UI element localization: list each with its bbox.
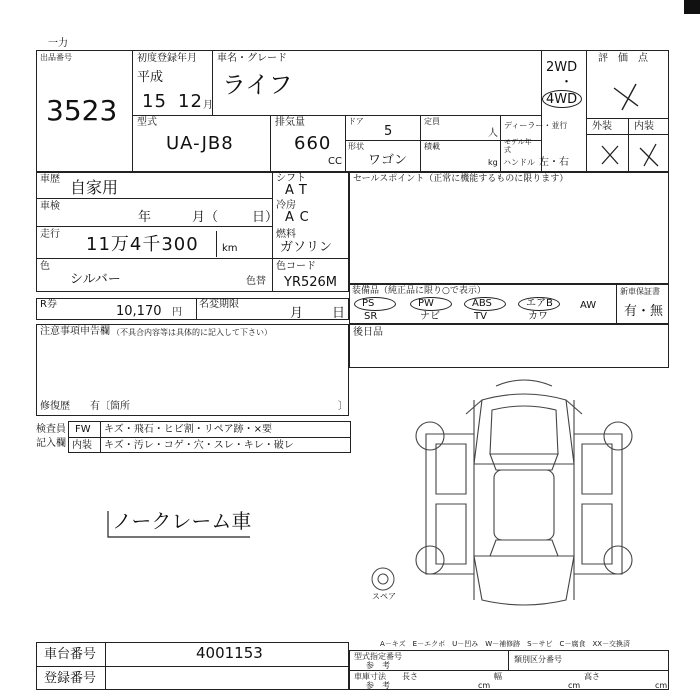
spare-label: スペア: [372, 592, 396, 601]
height-label: 高さ: [584, 672, 600, 681]
equipment-item-top: エアB: [526, 298, 553, 309]
inspection-year: 年: [138, 210, 152, 225]
no-claim-stamp: [104, 505, 254, 539]
reg-expiry-day: 日: [332, 306, 346, 321]
first-reg-era: 平成: [137, 70, 164, 85]
recycle-label: R券: [40, 299, 57, 310]
recycle-value: 10,170: [116, 304, 162, 319]
mileage-unit: km: [222, 243, 238, 254]
corner-mark: [684, 0, 700, 14]
fuel-value: ガソリン: [280, 240, 333, 255]
score-exterior-label: 外装: [592, 121, 612, 132]
equipment-label: 装備品（純正品に限り○で表示）: [352, 286, 486, 296]
inspection-day: 日）: [252, 210, 279, 225]
drive-4wd: 4WD: [546, 92, 578, 107]
dealer-handle-value: 左・右: [539, 157, 569, 168]
load-unit: kg: [488, 158, 498, 167]
equipment-aw: AW: [580, 300, 597, 311]
color-label: 色: [40, 261, 50, 272]
equipment-item-top: PW: [418, 298, 434, 309]
mileage-label: 走行: [40, 229, 60, 240]
color-code-value: YR526M: [284, 275, 338, 290]
length-label: 長さ: [402, 672, 418, 681]
first-reg-year: 15: [142, 91, 167, 112]
car-damage-diagram: [406, 374, 642, 610]
registration-label: 登録番号: [44, 671, 97, 686]
sales-point-label: セールスポイント（正常に機能するものに限ります）: [353, 174, 569, 184]
damage-legend: A－キズ E－エクボ U－凹み W－補修跡 S－サビ C－腐食 XX－交換済: [380, 640, 631, 648]
drive-sep: ・: [560, 75, 574, 90]
repair-close: 〕: [338, 401, 348, 412]
color-change-label: 色替: [246, 276, 266, 287]
body-shape-value: ワゴン: [368, 153, 408, 168]
body-shape-label: 形状: [348, 142, 364, 151]
car-name-label: 車名・グレード: [217, 53, 287, 64]
no-claim-stamp-text: ノークレーム車: [112, 509, 252, 533]
score-interior-label: 内装: [634, 121, 654, 132]
color-value: シルバー: [70, 272, 121, 287]
chassis-value: 4001153: [196, 644, 263, 662]
usage-value: 自家用: [70, 178, 119, 197]
equipment-pill: [354, 297, 396, 311]
warranty-value: 有・無: [624, 304, 664, 319]
model-label: 型式: [137, 117, 157, 128]
lot-label: 出品番号: [40, 53, 72, 62]
notes-sub: （不具合内容等は具体的に記入して下さい）: [112, 328, 272, 337]
mileage-value: 11万4千300: [86, 234, 199, 255]
top-scribble: 一力: [48, 38, 68, 49]
color-code-label: 色コード: [276, 261, 316, 272]
car-name-value: ライフ: [222, 71, 293, 99]
chassis-label: 車台番号: [44, 647, 97, 662]
width-cm: cm: [568, 681, 581, 690]
inspection-month: 月（: [192, 210, 219, 225]
category-label: 類別区分番号: [514, 655, 562, 664]
vehicle-size-label: 車庫寸法: [354, 672, 386, 681]
displacement-label: 排気量: [275, 117, 305, 128]
score-label: 評 価 点: [598, 53, 648, 64]
sales-point-section: [349, 172, 669, 284]
displacement-value: 660: [294, 133, 332, 154]
equipment-item-top: PS: [362, 298, 375, 309]
aircon-label: 冷房: [276, 200, 296, 211]
capacity-label: 定員: [424, 117, 440, 126]
capacity-unit: 人: [488, 128, 498, 139]
aircon-value: AC: [285, 210, 315, 225]
notes-label: 注意事項申告欄: [40, 326, 110, 337]
door-value: 5: [384, 124, 393, 139]
reg-expiry-label: 名変期限: [199, 299, 239, 310]
drive-2wd: 2WD: [546, 60, 578, 75]
inspector-label-2: 記入欄: [36, 438, 66, 449]
spare-tire-icon: [368, 566, 398, 592]
door-label: ドア: [348, 117, 364, 126]
displacement-unit: CC: [328, 156, 342, 167]
usage-label: 車歴: [40, 174, 60, 185]
dealer-handle: ハンドル: [503, 158, 535, 167]
first-reg-label: 初度登録年月: [137, 53, 197, 64]
inspector-row1-label: FW: [75, 424, 91, 435]
inspector-row1-items: キズ・飛石・ヒビ割・リペア跡・×要: [104, 424, 272, 435]
model-designation-label: 型式指定番号: [354, 652, 402, 661]
warranty-label: 新車保証書: [620, 287, 660, 296]
shift-label: シフト: [276, 173, 306, 184]
equipment-item-top: ABS: [472, 298, 492, 309]
first-reg-month-unit: 月: [203, 100, 213, 111]
inspection-label: 車検: [40, 201, 60, 212]
aftermarket-section: [349, 324, 669, 368]
shift-value: AT: [285, 183, 313, 198]
inspector-row2-label: 内装: [72, 440, 92, 451]
score-cross-mark: [600, 76, 660, 116]
equipment-item-bottom: TV: [474, 311, 487, 322]
equipment-item-bottom: SR: [364, 311, 378, 322]
height-cm: cm: [655, 681, 668, 690]
inspector-row2-items: キズ・汚レ・コゲ・穴・スレ・キレ・破レ: [104, 440, 294, 451]
inspector-label-1: 検査員: [36, 424, 66, 435]
repair-label: 修復歴: [40, 401, 70, 412]
ref2-label: 参 考: [366, 681, 390, 690]
equipment-item-bottom: カワ: [528, 311, 548, 322]
fuel-label: 燃料: [276, 229, 296, 240]
score-sub-cross-marks: [588, 136, 668, 172]
model-value: UA-JB8: [166, 133, 234, 154]
length-cm: cm: [478, 681, 491, 690]
dealer-label: ディーラー・並行: [504, 121, 568, 130]
dealer-model-year: モデル年式: [504, 138, 532, 154]
width-label: 幅: [494, 672, 502, 681]
recycle-unit: 円: [172, 307, 182, 318]
equipment-item-bottom: ナビ: [420, 311, 440, 322]
load-label: 積載: [424, 142, 440, 151]
reg-expiry-month: 月: [290, 306, 304, 321]
first-reg-month: 12: [178, 91, 203, 112]
repair-value: 有〔箇所: [90, 401, 130, 412]
lot-number: 3523: [46, 94, 118, 127]
aftermarket-label: 後日品: [353, 327, 383, 338]
ref1-label: 参 考: [366, 661, 390, 670]
